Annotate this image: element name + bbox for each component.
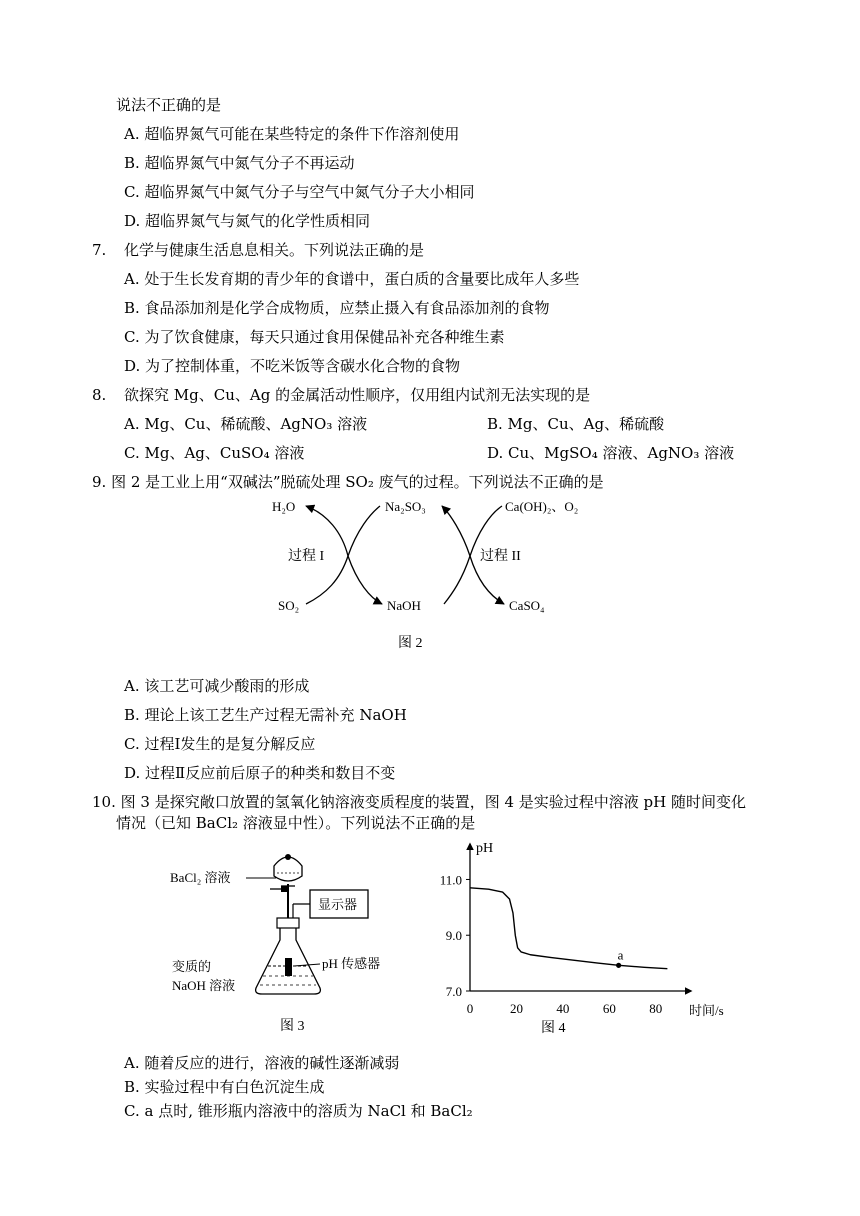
q9-option-c: C. 过程Ⅰ发生的是复分解反应 — [124, 735, 316, 753]
fig4-x-tick-label-0: 0 — [466, 1001, 474, 1016]
fig2-arc-2a — [442, 506, 470, 556]
q6-option-a: A. 超临界氮气可能在某些特定的条件下作溶剂使用 — [124, 125, 460, 143]
fig4-x-tick-label-2: 40 — [556, 1001, 570, 1016]
q6-option-b: B. 超临界氮气中氮气分子不再运动 — [124, 154, 355, 172]
q7-stem: 化学与健康生活息息相关。下列说法正确的是 — [124, 241, 425, 259]
q10-option-b: B. 实验过程中有白色沉淀生成 — [124, 1078, 325, 1096]
fig2-arc-1b — [348, 506, 380, 556]
fig4-point-a — [616, 963, 621, 968]
fig2-na2so3: Na₂SO₃ — [385, 499, 426, 514]
fig4-x-tick-label-4: 80 — [649, 1001, 663, 1016]
q8-option-a: A. Mg、Cu、稀硫酸、AgNO₃ 溶液 — [124, 415, 368, 433]
fig3-bacl2-label: BaCl₂ 溶液 — [170, 870, 231, 885]
figure-4-ph-chart — [418, 836, 724, 1042]
fig4-x-tick-label-1: 20 — [509, 1001, 523, 1016]
q10-option-a: A. 随着反应的进行，溶液的碱性逐渐减弱 — [124, 1054, 400, 1072]
q8-option-d: D. Cu、MgSO₄ 溶液、AgNO₃ 溶液 — [487, 444, 735, 462]
fig4-ph-curve-0 — [470, 888, 667, 969]
q10-option-c: C. a 点时, 锥形瓶内溶液中的溶质为 NaCl 和 BaCl₂ — [124, 1102, 473, 1120]
fig3-conical-flask — [256, 918, 321, 994]
fig3-ph-sensor-label: pH 传感器 — [322, 956, 381, 971]
q10-stem-line2: 情况（已知 BaCl₂ 溶液显中性）。下列说法不正确的是 — [116, 814, 476, 832]
fig4-y-tick-label-1: 9.0 — [445, 928, 462, 944]
q7-number: 7. — [92, 241, 107, 259]
fig2-arc-1d — [348, 556, 382, 604]
fig2-arc-2c — [444, 556, 470, 604]
fig4-y-tick-label-2: 11.0 — [439, 872, 462, 888]
q10-stem-line1: 10. 图 3 是探究敞口放置的氢氧化钠溶液变质程度的装置，图 4 是实验过程中溶液 pH 随时间变化 — [92, 793, 747, 811]
fig2-caoh2-o2: Ca(OH)₂、O₂ — [505, 499, 579, 514]
fig3-deteriorated-label: 变质的 — [172, 959, 212, 974]
q6-stem-tail: 说法不正确的是 — [116, 96, 222, 114]
fig2-naoh: NaOH — [387, 598, 421, 613]
fig4-x-axis-label: 时间/s — [689, 1003, 724, 1018]
q7-option-d: D. 为了控制体重，不吃米饭等含碳水化合物的食物 — [124, 357, 461, 375]
q9-option-d: D. 过程Ⅱ反应前后原子的种类和数目不变 — [124, 764, 396, 782]
fig4-x-tick-label-3: 60 — [602, 1001, 616, 1016]
fig2-h2o: H₂O — [272, 499, 296, 514]
q9-stem: 9. 图 2 是工业上用“双碱法”脱硫处理 SO₂ 废气的过程。下列说法不正确的是 — [92, 473, 604, 491]
fig3-display-label: 显示器 — [318, 897, 358, 912]
q9-option-a: A. 该工艺可减少酸雨的形成 — [124, 677, 310, 695]
fig3-ph-pointer — [294, 964, 320, 966]
fig3-caption: 图 3 — [280, 1019, 305, 1034]
fig3-naoh-solution-label: NaOH 溶液 — [172, 978, 236, 993]
figure-3-apparatus — [160, 840, 400, 1040]
fig4-point-label-a: a — [617, 947, 624, 963]
q6-option-c: C. 超临界氮气中氮气分子与空气中氮气分子大小相同 — [124, 183, 475, 201]
fig2-caso4: CaSO₄ — [509, 598, 545, 613]
fig4-caption: 图 4 — [541, 1021, 566, 1036]
fig2-process-1: 过程 I — [288, 549, 325, 564]
q7-option-c: C. 为了饮食健康，每天只通过食用保健品补充各种维生素 — [124, 328, 505, 346]
q8-stem: 欲探究 Mg、Cu、Ag 的金属活动性顺序，仅用组内试剂无法实现的是 — [124, 386, 591, 404]
fig4-y-axis-label: pH — [476, 841, 494, 856]
q8-option-c: C. Mg、Ag、CuSO₄ 溶液 — [124, 444, 305, 462]
q6-option-d: D. 超临界氮气与氮气的化学性质相同 — [124, 212, 371, 230]
fig3-separatory-funnel — [270, 854, 302, 928]
q7-option-b: B. 食品添加剂是化学合成物质，应禁止摄入有食品添加剂的食物 — [124, 299, 550, 317]
fig4-y-tick-label-0: 7.0 — [445, 984, 462, 999]
q9-option-b: B. 理论上该工艺生产过程无需补充 NaOH — [124, 706, 407, 724]
figure-2-diagram — [262, 494, 582, 658]
fig2-caption: 图 2 — [398, 636, 423, 651]
fig2-so2: SO₂ — [278, 598, 300, 613]
q8-number: 8. — [92, 386, 107, 404]
q8-option-b: B. Mg、Cu、Ag、稀硫酸 — [487, 415, 665, 433]
q7-option-a: A. 处于生长发育期的青少年的食谱中，蛋白质的含量要比成年人多些 — [124, 270, 580, 288]
fig2-process-2: 过程 II — [480, 549, 521, 564]
